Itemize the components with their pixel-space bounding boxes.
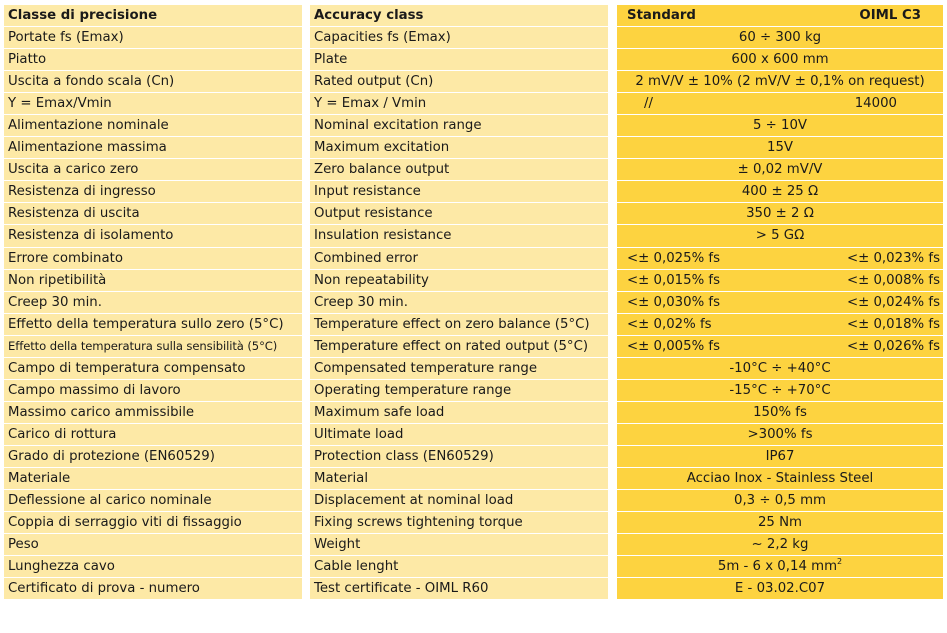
value-oiml: <± 0,026% fs (846, 338, 940, 354)
row-label-it: Alimentazione nominale (4, 115, 302, 137)
row-label-en: Cable lenght (310, 556, 608, 578)
row-label-en: Compensated temperature range (310, 358, 608, 380)
row-label-it: Coppia di serraggio viti di fissaggio (4, 512, 302, 534)
value-standard: <± 0,02% fs (627, 316, 712, 332)
row-label-en: Temperature effect on zero balance (5°C) (310, 314, 608, 336)
row-label-en: Capacities fs (Emax) (310, 27, 608, 49)
value-text: 15V (766, 140, 794, 156)
row-value (617, 446, 943, 468)
row-label-it: Uscita a carico zero (4, 159, 302, 181)
row-label-it: Grado di protezione (EN60529) (4, 446, 302, 468)
row-label-it: Massimo carico ammissibile (4, 402, 302, 424)
row-value (617, 512, 943, 534)
value-text: >300% fs (747, 426, 813, 442)
row-value (617, 380, 943, 402)
row-value (617, 578, 943, 600)
row-value (617, 203, 943, 225)
row-value (617, 225, 943, 247)
row-label-it: Deflessione al carico nominale (4, 490, 302, 512)
row-label-it: Materiale (4, 468, 302, 490)
values-column (617, 5, 943, 600)
row-value (617, 468, 943, 490)
value-text: IP67 (765, 448, 795, 464)
row-label-en: Input resistance (310, 181, 608, 203)
row-value (617, 27, 943, 49)
value-text: Acciao Inox - Stainless Steel (686, 470, 874, 486)
row-label-it: Campo di temperatura compensato (4, 358, 302, 380)
row-label-en: Combined error (310, 248, 608, 270)
value-standard: <± 0,030% fs (627, 294, 721, 310)
row-label-it: Certificato di prova - numero (4, 578, 302, 600)
row-value (617, 292, 943, 314)
value-text: ± 0,02 mV/V (737, 162, 823, 178)
row-label-en: Output resistance (310, 203, 608, 225)
row-label-it: Portate fs (Emax) (4, 27, 302, 49)
row-label-en: Fixing screws tightening torque (310, 512, 608, 534)
value-text: 0,3 ÷ 0,5 mm (733, 493, 827, 509)
value-oiml: 14000 (854, 96, 897, 112)
value-text: 5 ÷ 10V (752, 118, 808, 134)
row-label-it: Errore combinato (4, 248, 302, 270)
row-label-en: Temperature effect on rated output (5°C) (310, 336, 608, 358)
row-value (617, 115, 943, 137)
row-label-en: Operating temperature range (310, 380, 608, 402)
row-label-en: Ultimate load (310, 424, 608, 446)
header-italian: Classe di precisione (4, 5, 302, 27)
row-label-en: Test certificate - OIML R60 (310, 578, 608, 600)
header-oiml: OIML C3 (859, 8, 921, 23)
row-label-en: Rated output (Cn) (310, 71, 608, 93)
row-label-en: Y = Emax / Vmin (310, 93, 608, 115)
value-text: -15°C ÷ +70°C (729, 382, 831, 398)
row-label-en: Zero balance output (310, 159, 608, 181)
row-value (617, 49, 943, 71)
row-label-it: Resistenza di uscita (4, 203, 302, 225)
row-value (617, 181, 943, 203)
row-label-it: Peso (4, 534, 302, 556)
row-label-it: Uscita a fondo scala (Cn) (4, 71, 302, 93)
row-label-it: Effetto della temperatura sulla sensibilità (5°C) (4, 336, 302, 358)
row-value (617, 270, 943, 292)
row-label-it: Campo massimo di lavoro (4, 380, 302, 402)
row-label-it: Lunghezza cavo (4, 556, 302, 578)
row-value (617, 358, 943, 380)
value-standard: <± 0,005% fs (627, 338, 721, 354)
row-value (617, 424, 943, 446)
value-text: 600 x 600 mm (731, 52, 829, 68)
row-value (617, 534, 943, 556)
value-standard: <± 0,025% fs (627, 250, 721, 266)
value-standard: <± 0,015% fs (627, 272, 721, 288)
row-value (617, 159, 943, 181)
row-label-en: Nominal excitation range (310, 115, 608, 137)
value-text: ~ 2,2 kg (751, 537, 809, 553)
row-label-it: Effetto della temperatura sullo zero (5°C) (4, 314, 302, 336)
italian-labels-column (4, 5, 302, 600)
value-text: 400 ± 25 Ω (741, 184, 819, 200)
value-text: 350 ± 2 Ω (746, 206, 814, 222)
row-value (617, 336, 943, 358)
row-value (617, 556, 943, 578)
value-text: 150% fs (753, 404, 807, 420)
row-value (617, 137, 943, 159)
row-label-it: Resistenza di isolamento (4, 225, 302, 247)
value-oiml: <± 0,018% fs (846, 316, 940, 332)
row-value (617, 93, 943, 115)
row-label-en: Weight (310, 534, 608, 556)
value-oiml: <± 0,008% fs (846, 272, 940, 288)
value-standard: // (644, 96, 653, 112)
value-superscript: 2 (837, 557, 843, 567)
value-text: > 5 GΩ (755, 228, 805, 244)
row-label-it: Non ripetibilità (4, 270, 302, 292)
row-value (617, 248, 943, 270)
english-labels-column (310, 5, 608, 600)
row-label-it: Alimentazione massima (4, 137, 302, 159)
row-label-en: Protection class (EN60529) (310, 446, 608, 468)
row-label-en: Maximum safe load (310, 402, 608, 424)
value-text: -10°C ÷ +40°C (729, 360, 831, 376)
row-value (617, 71, 943, 93)
value-oiml: <± 0,023% fs (846, 250, 940, 266)
value-text: 25 Nm (757, 515, 803, 531)
row-label-en: Maximum excitation (310, 137, 608, 159)
row-label-it: Carico di rottura (4, 424, 302, 446)
header-standard: Standard (627, 8, 696, 23)
row-label-en: Creep 30 min. (310, 292, 608, 314)
row-value (617, 314, 943, 336)
value-text: 5m - 6 x 0,14 mm (717, 559, 838, 575)
row-label-it: Creep 30 min. (4, 292, 302, 314)
header-values (617, 5, 943, 27)
row-label-en: Plate (310, 49, 608, 71)
row-value (617, 402, 943, 424)
value-text: E - 03.02.C07 (734, 581, 826, 597)
row-value (617, 490, 943, 512)
row-label-en: Displacement at nominal load (310, 490, 608, 512)
row-label-it: Piatto (4, 49, 302, 71)
row-label-it: Resistenza di ingresso (4, 181, 302, 203)
row-label-en: Non repeatability (310, 270, 608, 292)
value-oiml: <± 0,024% fs (846, 294, 940, 310)
value-text: 2 mV/V ± 10% (2 mV/V ± 0,1% on request) (635, 74, 925, 90)
row-label-en: Material (310, 468, 608, 490)
row-label-it: Y = Emax/Vmin (4, 93, 302, 115)
header-english: Accuracy class (310, 5, 608, 27)
value-text: 60 ÷ 300 kg (738, 30, 822, 46)
row-label-en: Insulation resistance (310, 225, 608, 247)
